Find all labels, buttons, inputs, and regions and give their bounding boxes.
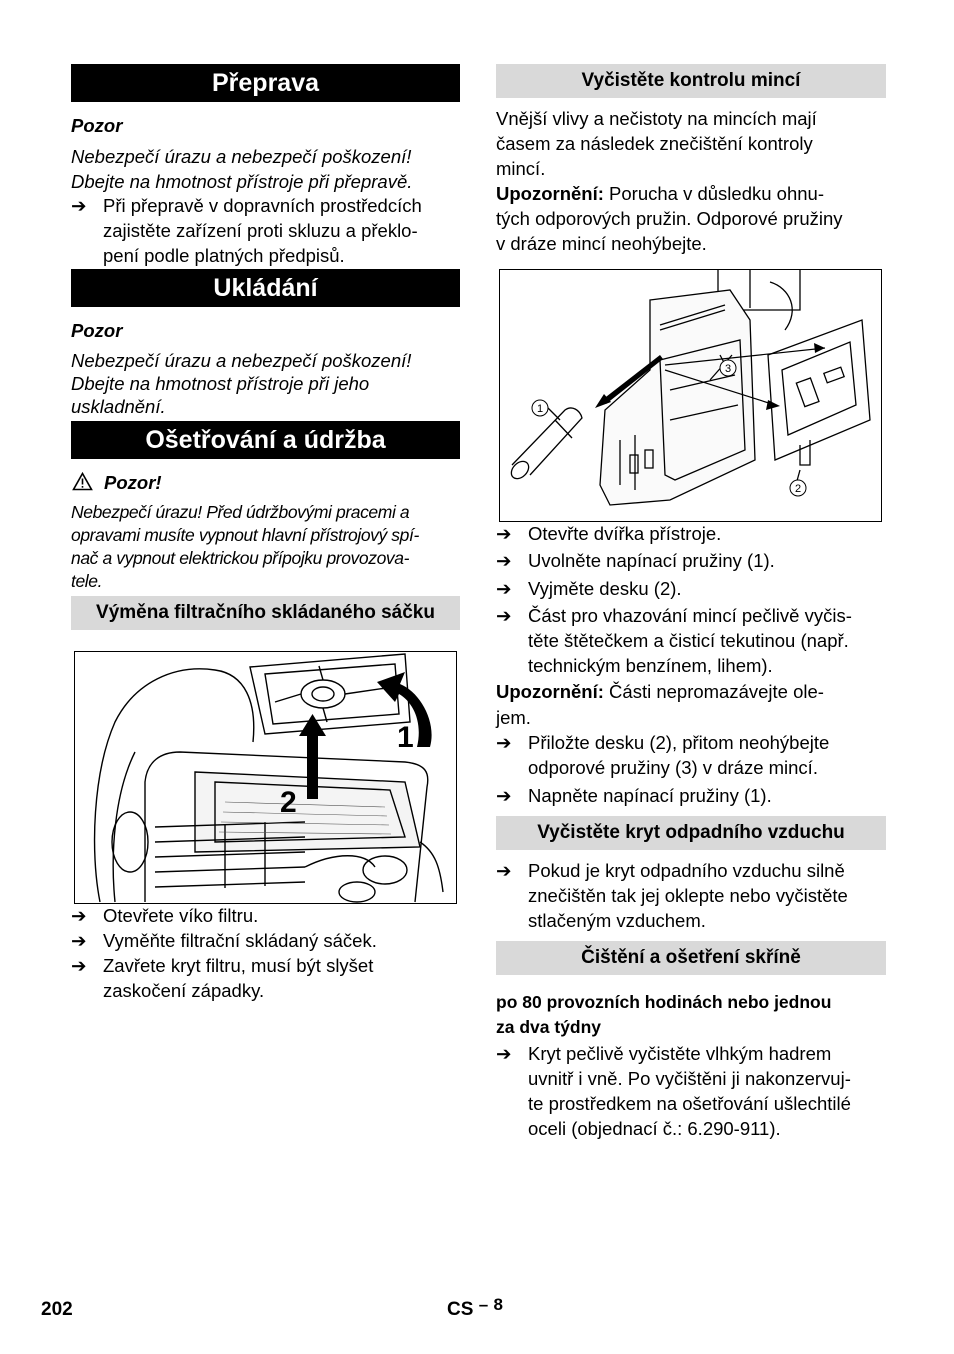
note-line: jem. [496,707,531,728]
heading-preprava [71,64,460,102]
step-text: Uvolněte napínací pružiny (1). [528,550,775,571]
arrow-icon: ➔ [71,930,87,951]
step-line: zaskočení západky. [103,980,265,1001]
note-line [496,181,824,206]
caution-line: Dbejte na hmotnost přístroje při jeho [71,373,370,394]
step-text [528,1041,851,1141]
step-text: Otevřte dvířka přístroje. [528,523,722,544]
note-line: v dráze mincí neohýbejte. [496,233,707,254]
caution-label: Pozor [71,320,123,341]
warning-header [71,470,460,496]
step-text: Vyjměte desku (2). [528,578,682,599]
step-text [103,193,422,268]
step-line: Zavřete kryt filtru, musí být slyšet [103,955,374,976]
step-text: Otevřete víko filtru. [103,905,259,926]
subheading-kryt [496,816,886,850]
step-line: Při přepravě v dopravních prostředcích [103,195,422,216]
step-line: pení podle platných předpisů. [103,245,345,266]
arrow-icon: ➔ [496,1043,512,1064]
warning-label: Pozor! [104,472,162,493]
step-line: Část pro vhazování mincí pečlivě vyčis- [528,605,852,626]
step-line: technickým benzínem, lihem). [528,655,773,676]
arrow-icon: ➔ [496,785,512,806]
subheading-text: Vyčistěte kryt odpadního vzduchu [537,822,845,843]
step-line: Přiložte desku (2), přitom neohýbejte [528,732,830,753]
figure-label-2: 2 [280,786,297,819]
subheading-text: Vyčistěte kontrolu mincí [581,70,801,91]
intro-line: časem za následek znečištění kontroly [496,133,813,154]
subheading-cisteni [496,941,886,975]
heading-text: Přeprava [211,69,320,97]
caution-line: Dbejte na hmotnost přístroje při přepravě. [71,171,413,192]
step-line: oceli (objednací č.: 6.290-911). [528,1118,781,1139]
footer-dash: – [478,1295,489,1314]
arrow-icon: ➔ [496,550,512,571]
step-line: uvnitř i vně. Po vyčištěni ji nakonzervuj- [528,1068,851,1089]
heading-text: Ukládání [213,274,318,302]
filter-replacement-figure [74,651,457,904]
figure-label-1: 1 [536,403,544,415]
figure-label-3: 3 [724,363,732,375]
arrow-icon: ➔ [496,605,512,626]
heading-osetrovani [71,421,460,459]
intro-line: mincí. [496,158,546,179]
note-line: tých odporových pružin. Odporové pružiny [496,208,843,229]
note-text: Porucha v důsledku ohnu- [603,183,824,204]
note-text: Části nepromazávejte ole- [603,681,824,702]
arrow-icon: ➔ [496,732,512,753]
step-text [528,603,852,678]
step-line: stlačeným vzduchem. [528,910,706,931]
vacuum-illustration [75,652,456,903]
warning-triangle-icon [72,472,93,491]
coin-mechanism-illustration [500,270,881,521]
step-text: Napněte napínací pružiny (1). [528,785,772,806]
heading-text: Ošetřování a údržba [145,426,386,454]
figure-label-1: 1 [397,721,414,754]
page-number: 202 [41,1299,73,1320]
step-line: Kryt pečlivě vyčistěte vlhkým hadrem [528,1043,832,1064]
subheading-text: Výměna filtračního skládaného sáčku [96,602,435,623]
warning-line: Nebezpečí úrazu! Před údržbovými pracemi a [71,502,410,522]
arrow-icon: ➔ [496,523,512,544]
subheading-text: Čištění a ošetření skříně [581,947,801,968]
subheading-kontrola [496,64,886,98]
step-line: Pokud je kryt odpadního vzduchu silně [528,860,845,881]
interval-line: po 80 provozních hodinách nebo jednou [496,992,832,1012]
step-text [103,953,373,1003]
note-label: Upozornění: [496,183,604,204]
caution-line: Nebezpečí úrazu a nebezpečí poškození! [71,146,412,167]
caution-label: Pozor [71,115,123,136]
arrow-icon: ➔ [496,860,512,881]
step-text: Vyměňte filtrační skládaný sáček. [103,930,377,951]
lang-code: CS [447,1299,474,1320]
warning-line: nač a vypnout elektrickou přípojku provozova- [71,548,410,568]
note-label: Upozornění: [496,681,604,702]
step-line: te prostředkem na ošetřování ušlechtilé [528,1093,851,1114]
arrow-icon: ➔ [71,195,87,216]
step-line: odporové pružiny (3) v dráze mincí. [528,757,818,778]
warning-line: opravami musíte vypnout hlavní přístrojový spí- [71,525,419,545]
step-text [528,730,829,780]
figure-label-2: 2 [794,483,802,495]
warning-line: tele. [71,571,103,591]
caution-line: uskladnění. [71,396,166,417]
arrow-icon: ➔ [496,578,512,599]
heading-ukladani [71,269,460,307]
step-line: těte štětečkem a čisticí tekutinou (např. [528,630,849,651]
footer-lang [447,1295,503,1321]
arrow-icon: ➔ [71,955,87,976]
coin-mechanism-figure [499,269,882,522]
caution-line: Nebezpečí úrazu a nebezpečí poškození! [71,350,412,371]
step-text [528,858,848,933]
section-page-number: 8 [493,1295,503,1314]
arrow-icon: ➔ [71,905,87,926]
interval-line: za dva týdny [496,1017,602,1037]
step-line: zajistěte zařízení proti skluzu a překlo- [103,220,418,241]
subheading-vymena [71,596,460,630]
note-line [496,679,824,704]
step-line: znečištěn tak jej oklepte nebo vyčistěte [528,885,848,906]
intro-line: Vnější vlivy a nečistoty na mincích mají [496,108,817,129]
